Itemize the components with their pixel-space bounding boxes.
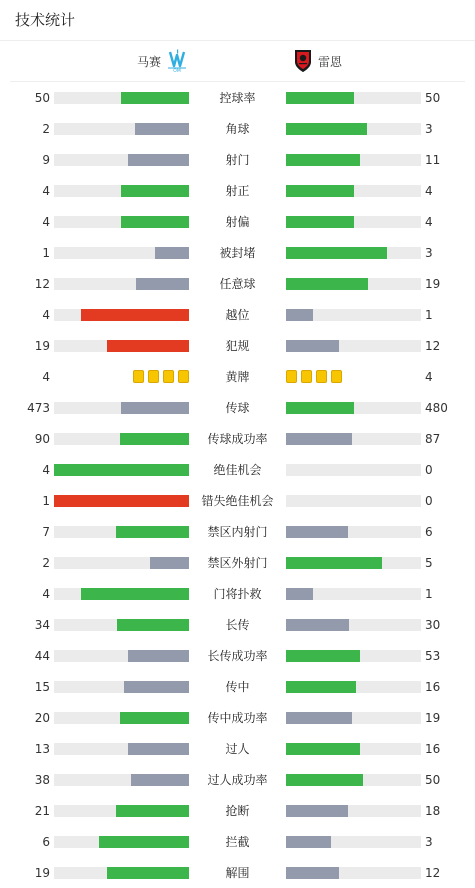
home-stat-bar	[54, 309, 189, 321]
away-stat-bar	[286, 774, 421, 786]
stat-label: 门将扑救	[213, 587, 262, 601]
away-team-name: 雷恩	[318, 54, 343, 69]
rennes-crest-icon	[293, 49, 313, 73]
home-stat-bar	[54, 433, 189, 445]
stat-row	[0, 801, 475, 821]
away-stat-bar-fill	[286, 743, 360, 755]
home-stat-bar	[54, 185, 189, 197]
stat-label: 禁区外射门	[207, 556, 268, 570]
stat-label: 传中成功率	[207, 711, 268, 725]
team-header	[10, 41, 465, 82]
home-stat-value: 90	[34, 432, 50, 446]
away-stat-value: 12	[425, 866, 441, 880]
away-stat-bar	[286, 836, 421, 848]
home-stat-value: 4	[42, 587, 50, 601]
away-stat-bar-fill	[286, 836, 331, 848]
home-stat-bar	[54, 92, 189, 104]
yellow-card-icon	[301, 370, 312, 383]
home-stat-bar-fill	[128, 743, 189, 755]
page-title: 技术统计	[0, 0, 475, 41]
away-yellow-cards	[286, 370, 342, 384]
away-stat-bar-fill	[286, 278, 368, 290]
away-stat-value: 1	[425, 308, 433, 322]
away-stat-value: 5	[425, 556, 433, 570]
yellow-card-icon	[316, 370, 327, 383]
home-stat-bar	[54, 278, 189, 290]
home-stat-value: 4	[42, 370, 50, 384]
stat-label: 拦截	[225, 835, 250, 849]
home-stat-bar	[54, 526, 189, 538]
away-stat-value: 16	[425, 680, 441, 694]
stat-label: 绝佳机会	[213, 463, 262, 477]
home-stat-bar-fill	[116, 526, 189, 538]
away-stat-value: 19	[425, 711, 441, 725]
svg-text:OM: OM	[173, 69, 181, 73]
stat-label: 传球成功率	[207, 432, 268, 446]
home-stat-bar-fill	[107, 340, 189, 352]
stat-label: 抢断	[225, 804, 250, 818]
stat-row	[0, 491, 475, 511]
away-stat-bar-fill	[286, 154, 360, 166]
home-stat-bar-fill	[150, 557, 189, 569]
away-stat-bar-fill	[286, 774, 363, 786]
away-stat-value: 4	[425, 215, 433, 229]
away-stat-bar	[286, 340, 421, 352]
away-stat-bar	[286, 495, 421, 507]
away-stat-bar-fill	[286, 526, 348, 538]
stat-label: 过人	[225, 742, 250, 756]
home-stat-value: 44	[34, 649, 50, 663]
home-team-name: 马赛	[136, 54, 161, 69]
yellow-card-icon	[163, 370, 174, 383]
home-stat-bar	[54, 836, 189, 848]
home-stat-bar-fill	[107, 867, 189, 879]
stat-label: 越位	[225, 308, 250, 322]
home-stat-bar	[54, 650, 189, 662]
stat-label: 过人成功率	[207, 773, 268, 787]
stat-row	[0, 584, 475, 604]
stat-row	[0, 243, 475, 263]
away-stat-bar	[286, 805, 421, 817]
home-stat-value: 13	[34, 742, 50, 756]
home-stat-bar	[54, 464, 189, 476]
stat-label: 解围	[225, 866, 250, 880]
home-stat-value: 4	[42, 215, 50, 229]
home-stat-bar-fill	[131, 774, 189, 786]
home-stat-bar-fill	[121, 92, 189, 104]
stat-row	[0, 832, 475, 852]
home-stat-bar-fill	[128, 650, 189, 662]
away-stat-value: 480	[425, 401, 448, 415]
away-stat-value: 3	[425, 835, 433, 849]
stat-label: 任意球	[219, 277, 256, 291]
home-yellow-cards	[133, 370, 189, 384]
away-stat-bar-fill	[286, 309, 313, 321]
away-stat-bar-fill	[286, 433, 352, 445]
stat-label: 射偏	[225, 215, 250, 229]
home-stat-value: 1	[42, 494, 50, 508]
home-stat-value: 20	[34, 711, 50, 725]
away-stat-value: 1	[425, 587, 433, 601]
stat-row	[0, 739, 475, 759]
away-stat-value: 0	[425, 494, 433, 508]
stat-label: 控球率	[219, 91, 256, 105]
away-stat-bar	[286, 619, 421, 631]
yellow-card-icon	[148, 370, 159, 383]
stat-label: 错失绝佳机会	[201, 494, 274, 508]
away-stat-bar	[286, 402, 421, 414]
stat-label: 射正	[225, 184, 250, 198]
home-stat-value: 12	[34, 277, 50, 291]
home-stat-value: 4	[42, 308, 50, 322]
home-stat-value: 2	[42, 122, 50, 136]
home-stat-bar-fill	[136, 278, 189, 290]
away-stat-bar-fill	[286, 216, 354, 228]
yellow-card-icon	[331, 370, 342, 383]
home-stat-value: 473	[27, 401, 50, 415]
home-stat-value: 7	[42, 525, 50, 539]
stat-label: 传球	[225, 401, 250, 415]
stat-label: 被封堵	[219, 246, 256, 260]
home-stat-bar-fill	[121, 185, 189, 197]
away-stat-value: 4	[425, 184, 433, 198]
stat-label: 禁区内射门	[207, 525, 268, 539]
away-stat-bar-fill	[286, 185, 354, 197]
home-stat-bar-fill	[81, 309, 189, 321]
stat-row	[0, 677, 475, 697]
yellow-card-icon	[286, 370, 297, 383]
home-stat-bar-fill	[124, 681, 189, 693]
stat-label: 犯规	[225, 339, 250, 353]
stat-label: 射门	[225, 153, 250, 167]
away-stat-bar	[286, 433, 421, 445]
home-stat-bar	[54, 619, 189, 631]
away-stat-value: 4	[425, 370, 433, 384]
home-stat-value: 6	[42, 835, 50, 849]
home-stat-bar-fill	[117, 619, 189, 631]
stat-row	[0, 460, 475, 480]
away-stat-bar-fill	[286, 681, 356, 693]
marseille-crest-icon	[167, 49, 187, 73]
stat-row	[0, 150, 475, 170]
home-stat-value: 4	[42, 184, 50, 198]
stat-row	[0, 367, 475, 387]
away-stat-value: 53	[425, 649, 441, 663]
away-stat-bar-fill	[286, 712, 352, 724]
away-stat-bar	[286, 588, 421, 600]
home-stat-bar	[54, 216, 189, 228]
away-stat-bar	[286, 743, 421, 755]
home-stat-value: 34	[34, 618, 50, 632]
stat-row	[0, 615, 475, 635]
stat-label: 传中	[225, 680, 250, 694]
home-stat-bar-fill	[116, 805, 189, 817]
away-stat-value: 87	[425, 432, 441, 446]
away-stat-bar-fill	[286, 867, 339, 879]
yellow-card-icon	[133, 370, 144, 383]
home-stat-value: 21	[34, 804, 50, 818]
away-stat-bar-fill	[286, 557, 382, 569]
away-stat-bar	[286, 92, 421, 104]
home-stat-bar	[54, 154, 189, 166]
stat-label: 角球	[225, 122, 250, 136]
home-stat-bar	[54, 867, 189, 879]
home-stat-bar	[54, 557, 189, 569]
home-stat-value: 4	[42, 463, 50, 477]
stat-label: 长传	[225, 618, 250, 632]
stat-label: 黄牌	[225, 370, 250, 384]
stat-row	[0, 274, 475, 294]
home-stat-bar-fill	[128, 154, 189, 166]
away-stat-bar-fill	[286, 402, 354, 414]
away-stat-value: 6	[425, 525, 433, 539]
away-stat-bar-fill	[286, 123, 367, 135]
stat-row	[0, 398, 475, 418]
away-stat-bar-fill	[286, 805, 348, 817]
away-stat-value: 3	[425, 246, 433, 260]
home-stat-bar	[54, 588, 189, 600]
home-stat-bar	[54, 247, 189, 259]
away-stat-bar	[286, 712, 421, 724]
away-stat-value: 11	[425, 153, 441, 167]
home-stat-bar-fill	[99, 836, 189, 848]
away-stat-value: 50	[425, 773, 441, 787]
away-stat-value: 50	[425, 91, 441, 105]
stat-row	[0, 88, 475, 108]
stat-row	[0, 522, 475, 542]
away-stat-value: 19	[425, 277, 441, 291]
home-stat-bar-fill	[120, 712, 189, 724]
away-stat-bar-fill	[286, 247, 387, 259]
away-stat-bar-fill	[286, 92, 354, 104]
away-stat-bar-fill	[286, 619, 349, 631]
home-stat-value: 9	[42, 153, 50, 167]
away-stat-value: 12	[425, 339, 441, 353]
home-stat-bar	[54, 712, 189, 724]
home-stat-bar-fill	[120, 433, 189, 445]
away-stat-bar	[286, 650, 421, 662]
away-stat-bar	[286, 154, 421, 166]
home-stat-value: 15	[34, 680, 50, 694]
home-stat-bar	[54, 681, 189, 693]
stat-row	[0, 708, 475, 728]
away-stat-bar-fill	[286, 650, 360, 662]
away-stat-bar	[286, 278, 421, 290]
away-stat-bar-fill	[286, 340, 339, 352]
home-stat-bar-fill	[54, 495, 189, 507]
away-stat-bar	[286, 557, 421, 569]
away-stat-bar	[286, 464, 421, 476]
home-stat-value: 1	[42, 246, 50, 260]
home-stat-bar-fill	[155, 247, 189, 259]
home-stat-bar-fill	[81, 588, 189, 600]
home-stat-bar	[54, 340, 189, 352]
home-stat-bar	[54, 743, 189, 755]
stat-row	[0, 305, 475, 325]
home-stat-bar	[54, 774, 189, 786]
stat-row	[0, 553, 475, 573]
away-stat-bar	[286, 185, 421, 197]
stat-row	[0, 212, 475, 232]
stat-row	[0, 119, 475, 139]
away-stat-bar	[286, 123, 421, 135]
away-stat-value: 18	[425, 804, 441, 818]
stat-row	[0, 429, 475, 449]
home-stat-value: 19	[34, 866, 50, 880]
away-stat-bar-fill	[286, 588, 313, 600]
stat-row	[0, 336, 475, 356]
home-stat-bar	[54, 495, 189, 507]
home-stat-bar	[54, 123, 189, 135]
away-stat-bar	[286, 526, 421, 538]
away-team[interactable]	[293, 49, 342, 73]
home-stat-value: 38	[34, 773, 50, 787]
away-stat-bar	[286, 216, 421, 228]
away-stat-bar	[286, 247, 421, 259]
yellow-card-icon	[178, 370, 189, 383]
away-stat-value: 16	[425, 742, 441, 756]
home-stat-bar-fill	[121, 402, 189, 414]
away-stat-value: 30	[425, 618, 441, 632]
away-stat-value: 0	[425, 463, 433, 477]
home-stat-bar	[54, 805, 189, 817]
home-stat-value: 2	[42, 556, 50, 570]
home-stat-bar-fill	[121, 216, 189, 228]
stat-row	[0, 646, 475, 666]
away-stat-bar	[286, 867, 421, 879]
home-stat-bar-fill	[54, 464, 189, 476]
home-stat-value: 19	[34, 339, 50, 353]
stat-label: 长传成功率	[207, 649, 268, 663]
away-stat-value: 3	[425, 122, 433, 136]
home-stat-bar	[54, 402, 189, 414]
home-team[interactable]	[137, 49, 187, 73]
away-stat-bar	[286, 309, 421, 321]
stat-row	[0, 181, 475, 201]
home-stat-value: 50	[34, 91, 50, 105]
home-stat-bar-fill	[135, 123, 189, 135]
stat-row	[0, 770, 475, 790]
stat-row	[0, 863, 475, 883]
away-stat-bar	[286, 681, 421, 693]
